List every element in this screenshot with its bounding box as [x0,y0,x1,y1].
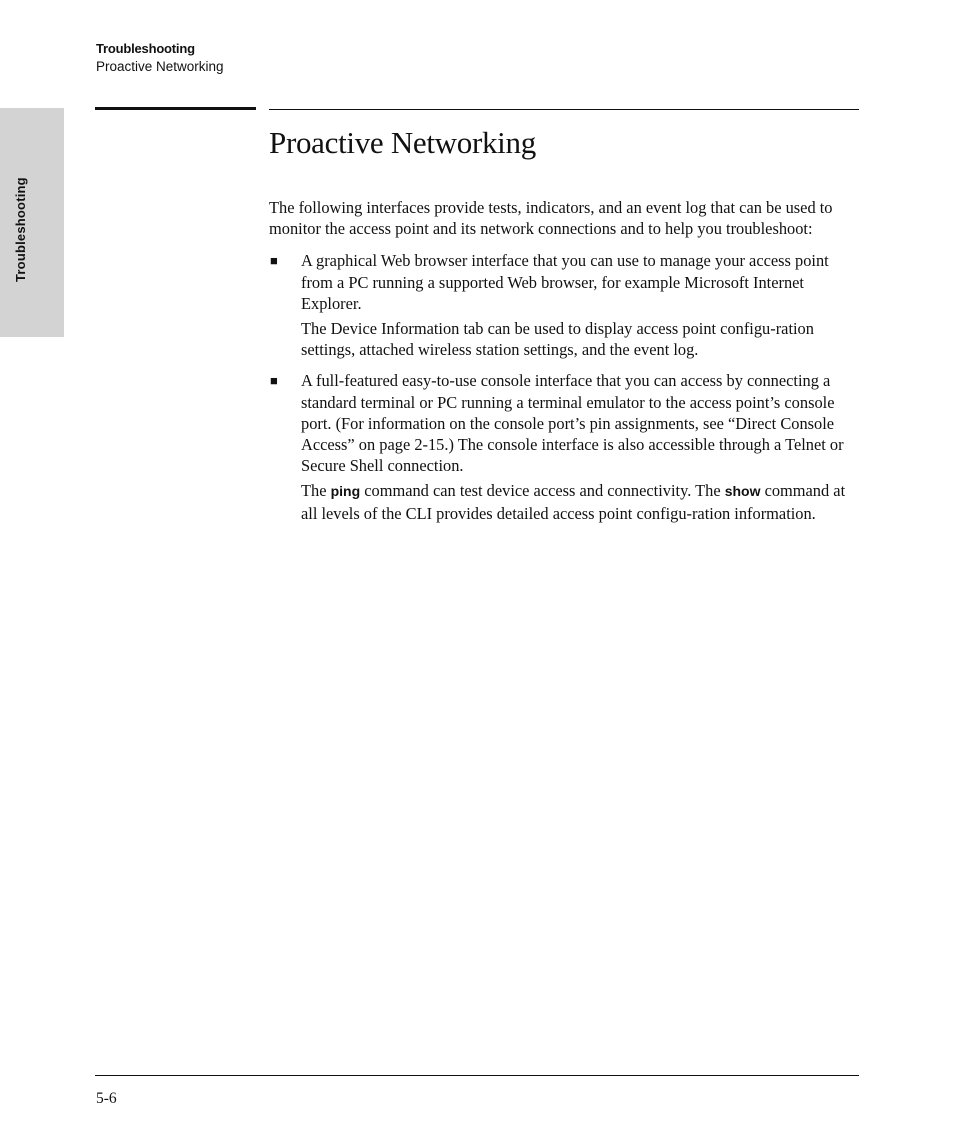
list-item [269,370,861,523]
chapter-side-tab-label: Troubleshooting [13,177,28,282]
header-rule-thick [95,107,256,110]
page-number: 5-6 [96,1090,117,1107]
list-item-text: A full-featured easy-to-use console interface that you can access by connecting a standard terminal or PC running a terminal emulator to the access point’s console port. (For information on the console port’s pin assignments, see “Direct Console Access” on page 2-15.) The console interface is also accessible through a Telnet or Secure Shell connection. [301,371,844,476]
bullet-square-icon: ■ [270,373,278,389]
list-item [269,250,861,360]
followup-text: command can test device access and connectivity. The [360,481,725,501]
intro-paragraph: The following interfaces provide tests, indicators, and an event log that can be used to monitor the access point and its network connections and to help you troubleshoot: [269,198,833,239]
bullet-square-icon: ■ [270,253,278,269]
footer-rule [95,1075,859,1076]
followup-text: command at all levels of the CLI provides detailed access point configu-ration information. [301,481,846,523]
chapter-side-tab [0,108,64,337]
followup-text: The [301,481,331,501]
command-ping: ping [330,483,361,500]
list-item-followup: The Device Information tab can be used to display access point configu-ration settings, attached wireless station settings, and the event log. [301,319,814,360]
list-item-followup [301,480,861,523]
header-rule-thin [269,109,859,110]
running-header-section: Proactive Networking [96,59,224,74]
body-content [269,197,861,524]
page-title: Proactive Networking [269,125,536,160]
running-header-chapter: Troubleshooting [96,41,195,56]
command-show: show [724,483,761,500]
list-item-text: A graphical Web browser interface that you can use to manage your access point from a PC running a supported Web browser, for example Microsoft Internet Explorer. [301,251,829,313]
